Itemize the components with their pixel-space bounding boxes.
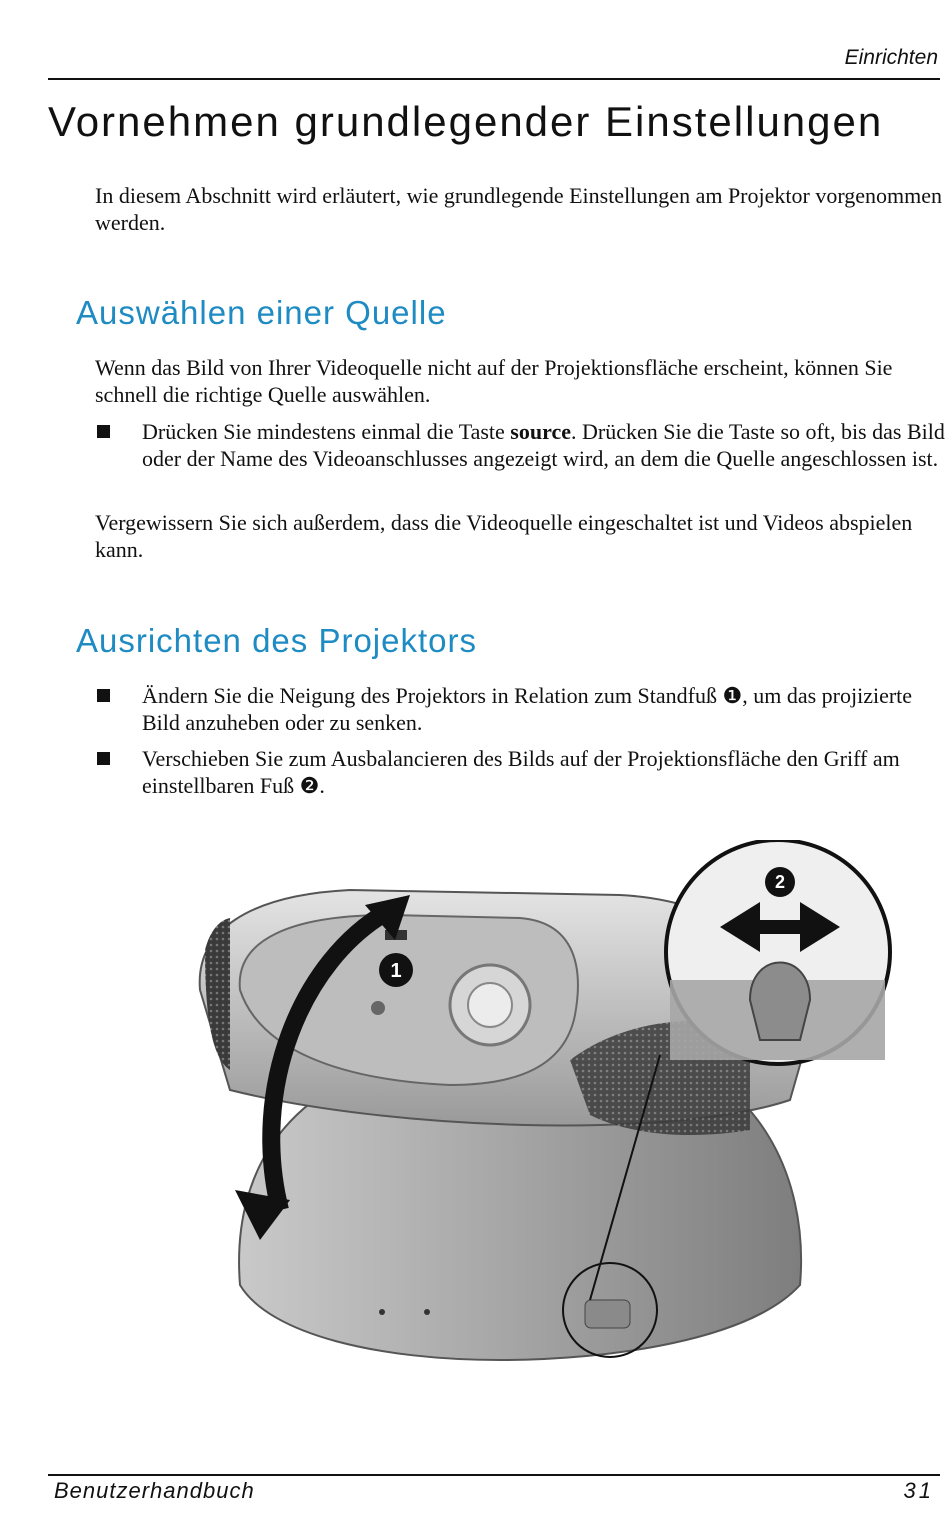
source-paragraph: Wenn das Bild von Ihrer Videoquelle nicht auf der Projektionsfläche erscheint, können Sie schnell die richtige Quelle auswählen.	[95, 355, 893, 407]
header-rule	[48, 78, 940, 80]
bullet-text: Drücken Sie mindestens einmal die Taste source. Drücken Sie die Taste so oft, bis das Bild oder der Name des Videoanschlusses angezeigt wird, an dem die Quelle angeschlossen ist.	[142, 419, 945, 471]
svg-text:1: 1	[390, 960, 402, 982]
page-title: Vornehmen grundlegender Einstellungen	[48, 98, 884, 145]
section-heading-source: Auswählen einer Quelle	[76, 294, 447, 331]
svg-text:2: 2	[774, 872, 786, 892]
bullet-text: Verschieben Sie zum Ausbalancieren des Bilds auf der Projektionsfläche den Griff am einstellbaren Fuß ❷.	[142, 746, 900, 798]
projector-illustration	[190, 840, 950, 1420]
page-number: 31	[903, 1478, 934, 1503]
callout-marker-2: ❷	[299, 773, 320, 798]
callout-1-icon	[379, 953, 413, 987]
square-bullet-icon	[97, 689, 110, 702]
footer-rule	[48, 1474, 940, 1476]
key-name-source: source	[510, 419, 571, 444]
section-heading-align: Ausrichten des Projektors	[76, 622, 478, 659]
footer-manual-title: Benutzerhandbuch	[54, 1478, 255, 1503]
square-bullet-icon	[97, 425, 110, 438]
intro-paragraph: In diesem Abschnitt wird erläutert, wie grundlegende Einstellungen am Projektor vorgenommen werden.	[95, 183, 942, 235]
verify-paragraph: Vergewissern Sie sich außerdem, dass die Videoquelle eingeschaltet ist und Videos abspielen kann.	[95, 510, 913, 562]
callout-marker-1: ❶	[722, 683, 743, 708]
running-header: Einrichten	[844, 46, 938, 69]
callout-2-icon	[765, 867, 795, 897]
square-bullet-icon	[97, 752, 110, 765]
bullet-text: Ändern Sie die Neigung des Projektors in Relation zum Standfuß ❶, um das projizierte Bild anzuheben oder zu senken.	[142, 683, 913, 735]
